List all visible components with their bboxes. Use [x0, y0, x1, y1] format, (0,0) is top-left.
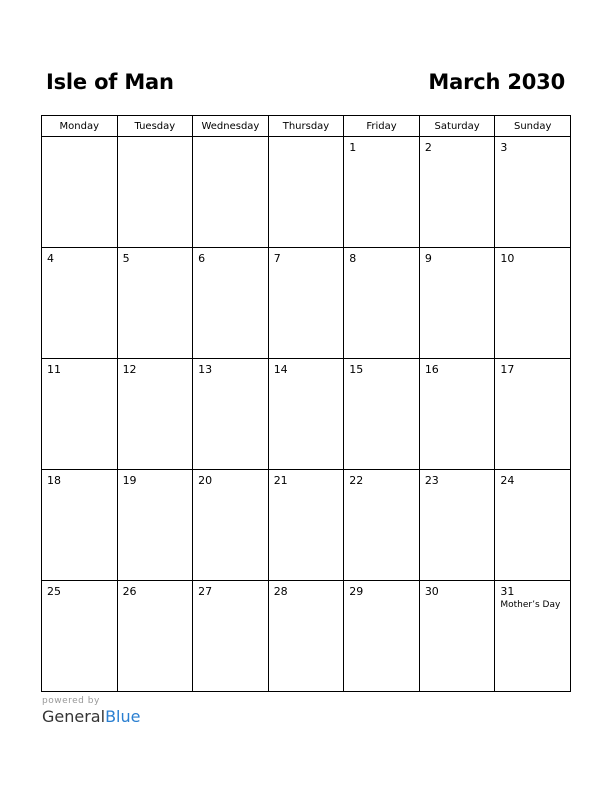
day-cell [42, 248, 118, 359]
day-number: 14 [273, 363, 288, 376]
day-cell [495, 359, 571, 470]
day-cell [495, 581, 571, 692]
weekday-header: Thursday [268, 116, 344, 137]
week-row [42, 248, 571, 359]
day-number: 4 [47, 252, 54, 265]
day-number: 13 [198, 363, 213, 376]
day-number: 2 [424, 141, 432, 154]
day-cell [42, 470, 118, 581]
day-cell [495, 248, 571, 359]
week-row [42, 137, 571, 248]
day-cell [344, 470, 420, 581]
day-cell [42, 581, 118, 692]
day-cell [344, 581, 420, 692]
brand-blue: Blue [105, 707, 141, 726]
day-number: 29 [349, 585, 364, 598]
week-row [42, 470, 571, 581]
day-number: 8 [349, 252, 357, 265]
day-cell [117, 470, 193, 581]
day-cell [268, 470, 344, 581]
holiday-label: Mother’s Day [500, 600, 561, 610]
footer-branding [42, 696, 140, 726]
day-cell [419, 248, 495, 359]
weekday-header: Sunday [495, 116, 571, 137]
week-row [42, 581, 571, 692]
weekday-header-row [42, 116, 571, 137]
day-cell [344, 359, 420, 470]
day-number: 16 [424, 363, 439, 376]
day-cell [495, 137, 571, 248]
day-number: 26 [122, 585, 137, 598]
calendar-grid [41, 115, 571, 692]
day-number: 23 [424, 474, 439, 487]
day-number: 27 [198, 585, 213, 598]
brand-general: General [42, 707, 106, 726]
day-cell [193, 248, 269, 359]
weekday-header: Tuesday [117, 116, 193, 137]
day-number: 25 [47, 585, 61, 598]
day-cell [268, 581, 344, 692]
day-number: 28 [273, 585, 288, 598]
day-cell [419, 581, 495, 692]
day-cell [344, 248, 420, 359]
country-title: Isle of Man [46, 70, 174, 94]
day-number: 1 [349, 141, 357, 154]
day-number: 24 [500, 474, 515, 487]
day-number: 7 [273, 252, 281, 265]
day-number: 11 [47, 363, 61, 376]
day-number: 9 [424, 252, 432, 265]
day-number: 30 [424, 585, 439, 598]
week-row [42, 359, 571, 470]
day-cell [42, 137, 118, 248]
day-number: 22 [349, 474, 364, 487]
day-number: 5 [122, 252, 130, 265]
day-cell [193, 137, 269, 248]
brand-logo[interactable] [42, 707, 140, 726]
day-cell [193, 470, 269, 581]
day-number: 21 [273, 474, 288, 487]
day-number: 6 [198, 252, 206, 265]
weekday-header: Friday [344, 116, 420, 137]
day-cell [117, 359, 193, 470]
day-cell [42, 359, 118, 470]
day-number: 31 [500, 585, 515, 598]
powered-by-text: powered by [42, 696, 100, 706]
day-number: 18 [47, 474, 61, 487]
day-cell [268, 359, 344, 470]
day-cell [344, 137, 420, 248]
day-number: 10 [500, 252, 515, 265]
day-cell [419, 137, 495, 248]
weekday-header: Wednesday [193, 116, 269, 137]
weekday-header: Saturday [419, 116, 495, 137]
day-cell [268, 248, 344, 359]
day-cell [419, 359, 495, 470]
day-cell [193, 581, 269, 692]
day-number: 3 [500, 141, 508, 154]
day-cell [495, 470, 571, 581]
day-cell [268, 137, 344, 248]
day-number: 17 [500, 363, 515, 376]
weekday-header: Monday [42, 116, 118, 137]
day-number: 20 [198, 474, 213, 487]
month-year-title: March 2030 [428, 70, 565, 94]
day-cell [117, 248, 193, 359]
day-cell [117, 581, 193, 692]
day-cell [419, 470, 495, 581]
day-number: 15 [349, 363, 364, 376]
day-number: 19 [122, 474, 137, 487]
day-cell [193, 359, 269, 470]
day-cell [117, 137, 193, 248]
day-number: 12 [122, 363, 137, 376]
